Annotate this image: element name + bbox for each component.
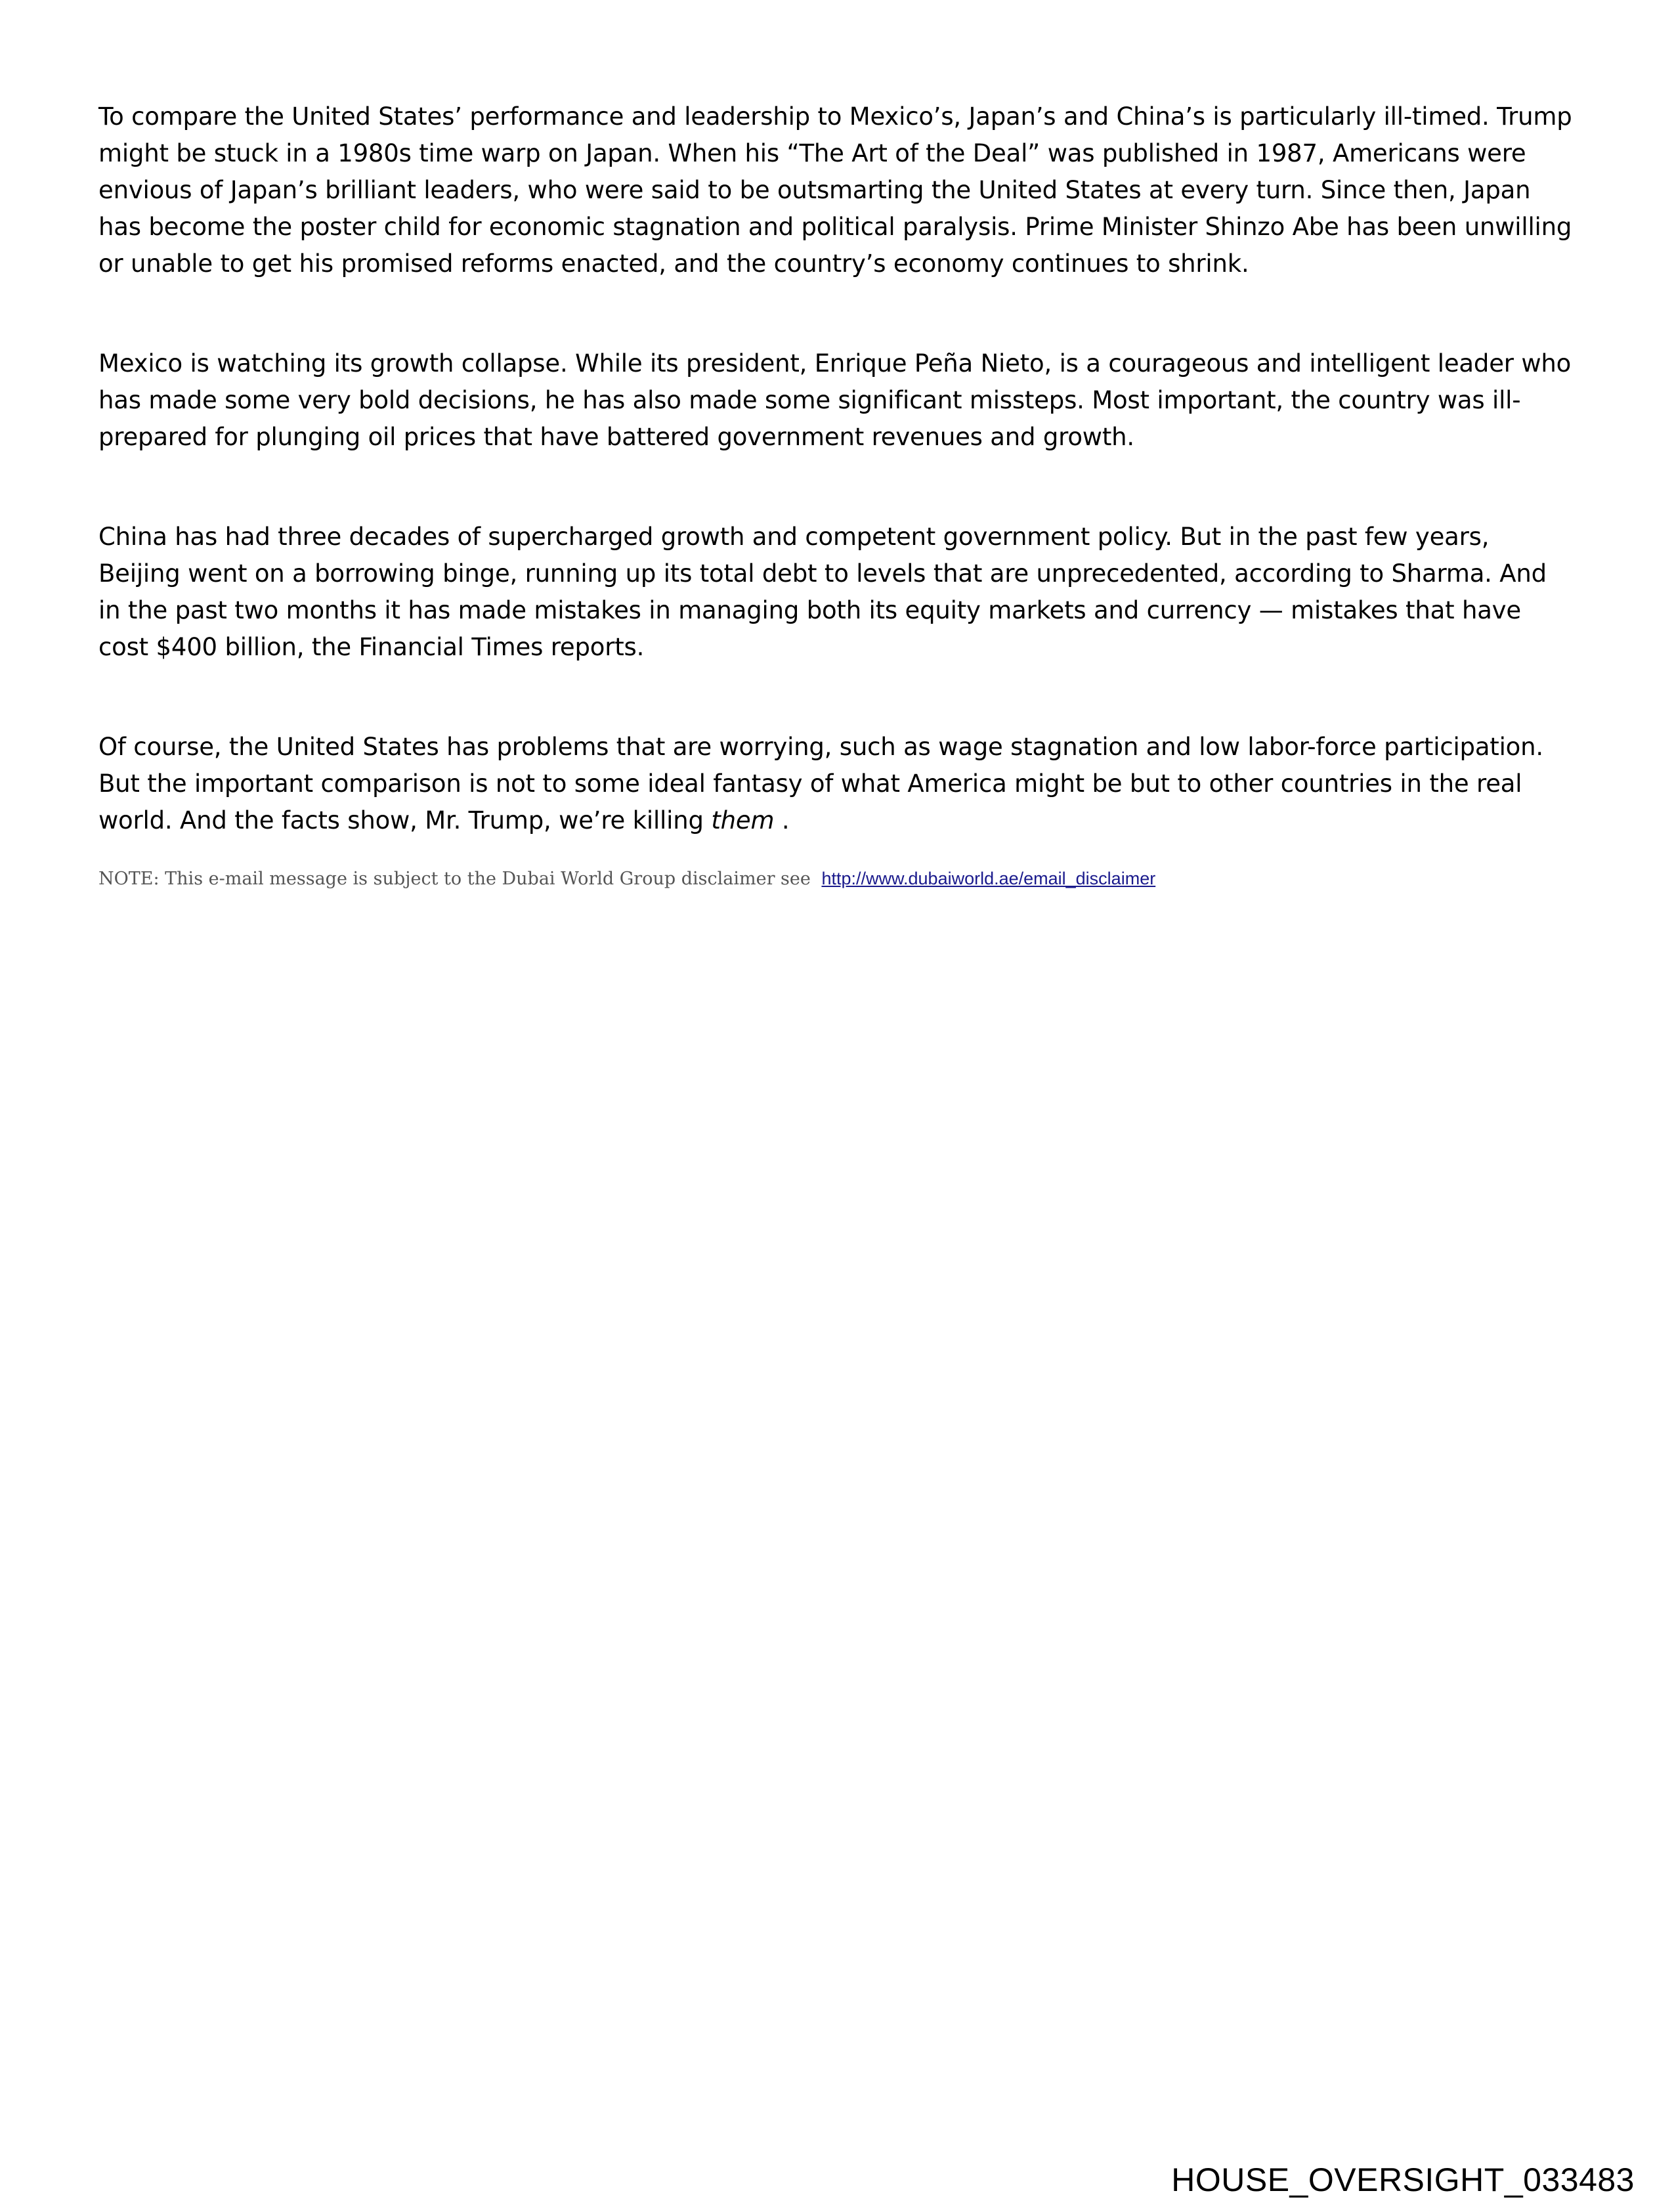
disclaimer-link[interactable]: http://www.dubaiworld.ae/email_disclaimer bbox=[821, 869, 1156, 888]
disclaimer-text: NOTE: This e-mail message is subject to the Dubai World Group disclaimer see bbox=[98, 869, 811, 889]
paragraph-conclusion bbox=[98, 729, 1576, 839]
email-disclaimer-note bbox=[98, 865, 1576, 892]
conclusion-text: Of course, the United States has problems that are worrying, such as wage stagnation and low labor-force participation. But the important comparison is not to some ideal fantasy of what America might be but to other countries in the real world. And the facts show, Mr. Trump, we’re killing bbox=[98, 733, 1543, 835]
document-id-stamp: HOUSE_OVERSIGHT_033483 bbox=[1171, 2161, 1635, 2198]
document-body bbox=[98, 98, 1576, 892]
conclusion-emphasis: them bbox=[711, 806, 775, 835]
paragraph-mexico: Mexico is watching its growth collapse. While its president, Enrique Peña Nieto, is a courageous and intelligent leader who has made some very bold decisions, he has also made some significant missteps. Most important, the country was ill-prepared for plunging oil prices that have battered government revenues and growth. bbox=[98, 349, 1572, 451]
paragraph-japan: To compare the United States’ performance and leadership to Mexico’s, Japan’s and China’s is particularly ill-timed. Trump might be stuck in a 1980s time warp on Japan. When his “The Art of the Deal” was published in 1987, Americans were envious of Japan’s brilliant leaders, who were said to be outsmarting the United States at every turn. Since then, Japan has become the poster child for economic stagnation and political paralysis. Prime Minister Shinzo Abe has been unwilling or unable to get his promised reforms enacted, and the country’s economy continues to shrink. bbox=[98, 102, 1572, 278]
conclusion-tail: . bbox=[774, 806, 790, 835]
paragraph-china: China has had three decades of supercharged growth and competent government policy. But in the past few years, Beijing went on a borrowing binge, running up its total debt to levels that are unprecedented, according to Sharma. And in the past two months it has made mistakes in managing both its equity markets and currency — mistakes that have cost $400 billion, the Financial Times reports. bbox=[98, 523, 1547, 661]
